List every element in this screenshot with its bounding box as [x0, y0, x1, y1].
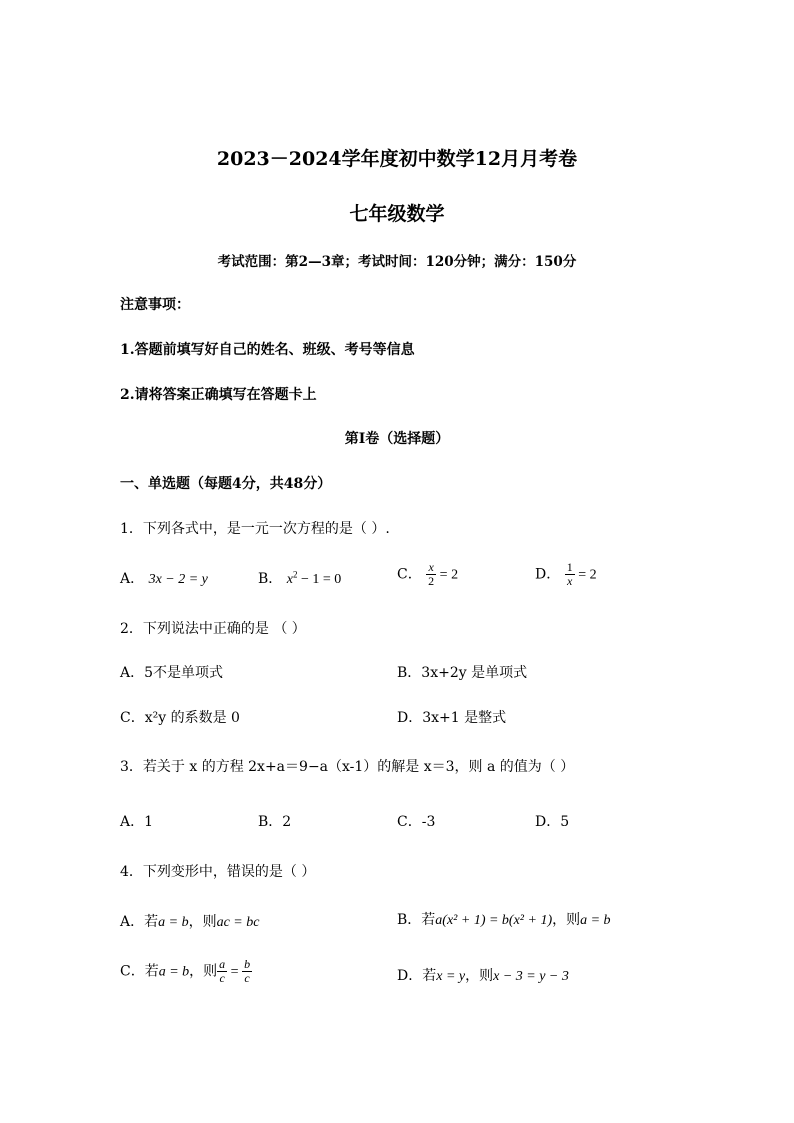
option-if: 若 [421, 912, 436, 928]
option-rest: = 2 [574, 567, 597, 583]
fraction: $\frac{b}{c}$ [244, 957, 251, 985]
option-then: ，则 [189, 963, 218, 980]
exam-info: 考试范围：第2—3章；考试时间：120分钟；满分：150分 [217, 254, 577, 270]
option-text: x²y 的系数是 0 [144, 710, 240, 726]
option-then: ，则 [188, 914, 217, 930]
option-if: 若 [422, 968, 437, 984]
option-label: D． [397, 968, 423, 984]
equals-sign: = [227, 964, 243, 980]
option-label: A． [120, 665, 145, 681]
q2-option-d[interactable] [397, 707, 506, 727]
option-base: x [286, 572, 293, 587]
option-label: B． [258, 571, 283, 587]
q1-option-c[interactable] [397, 561, 458, 588]
section-title: 一、单选题（每题4分，共48分） [120, 476, 332, 492]
question-4-stem: 4．下列变形中，错误的是（ ） [120, 864, 316, 880]
q4-option-a[interactable] [120, 911, 259, 931]
q2-option-b[interactable] [397, 662, 527, 682]
q4-option-b[interactable] [397, 909, 611, 929]
option-label: D． [535, 814, 561, 830]
option-text: 5不是单项式 [144, 665, 224, 681]
question-1-stem: 1．下列各式中，是一元一次方程的是（ ）. [120, 521, 390, 537]
note-item-2: 2.请将答案正确填写在答题卡上 [120, 387, 317, 403]
q1-option-b[interactable] [258, 568, 341, 588]
option-if: 若 [144, 914, 159, 930]
option-label: A． [120, 571, 145, 587]
option-condition: a = b [158, 964, 190, 980]
option-label: C． [397, 814, 422, 830]
option-then: ，则 [552, 912, 581, 928]
option-label: B． [258, 814, 283, 830]
q4-option-c[interactable] [120, 958, 252, 985]
q4-option-d[interactable] [397, 965, 569, 985]
fraction: $\frac{a}{c}$ [219, 957, 226, 985]
exam-title: 2023－2024学年度初中数学12月月考卷 [216, 148, 578, 170]
q1-option-a[interactable] [120, 568, 208, 588]
question-3-stem: 3．若关于 x 的方程 2x+a＝9−a（x-1）的解是 x＝3，则 a 的值为（ ） [120, 759, 575, 775]
option-condition: a = b [158, 915, 189, 930]
option-label: B． [397, 912, 422, 928]
option-text: 3x+2y 是单项式 [421, 665, 528, 681]
fraction: $\frac{x}{2}$ [428, 560, 435, 588]
q1-option-d[interactable] [535, 561, 597, 588]
q3-option-c[interactable] [397, 811, 435, 831]
option-result: a = b [580, 913, 611, 928]
option-label: C． [120, 710, 145, 726]
option-equation: a(x² + 1) = b(x² + 1) [435, 913, 553, 928]
q2-option-a[interactable] [120, 662, 223, 682]
option-text: 3x+1 是整式 [422, 710, 507, 726]
option-text: 2 [282, 814, 292, 830]
option-label: D． [397, 710, 423, 726]
option-text: -3 [421, 814, 436, 830]
option-rest: = 2 [436, 567, 459, 583]
option-rest: − 1 = 0 [297, 572, 342, 587]
q2-option-c[interactable] [120, 707, 240, 727]
option-text: 1 [144, 814, 154, 830]
option-exponent: 2 [292, 569, 298, 580]
option-label: C． [120, 963, 145, 980]
option-label: D． [535, 566, 561, 583]
option-result: x − 3 = y − 3 [493, 969, 569, 984]
option-then: ，则 [465, 968, 494, 984]
option-text: 5 [560, 814, 570, 830]
option-label: B． [397, 665, 422, 681]
q3-option-d[interactable] [535, 811, 569, 831]
option-condition: x = y [436, 969, 466, 984]
q3-option-a[interactable] [120, 811, 153, 831]
volume-title: 第I卷（选择题） [344, 431, 450, 447]
question-2-stem: 2．下列说法中正确的是 （ ） [120, 621, 306, 637]
option-label: C． [397, 566, 422, 583]
fraction: $\frac{1}{x}$ [566, 560, 573, 588]
notes-heading: 注意事项： [120, 297, 190, 313]
option-label: A． [120, 914, 145, 930]
option-label: A． [120, 814, 145, 830]
q3-option-b[interactable] [258, 811, 291, 831]
option-result: ac = bc [216, 915, 260, 930]
note-item-1: 1.答题前填写好自己的姓名、班级、考号等信息 [120, 342, 415, 358]
option-expression: 3x − 2 = y [148, 572, 208, 587]
option-if: 若 [144, 963, 159, 980]
exam-subtitle: 七年级数学 [349, 203, 445, 225]
